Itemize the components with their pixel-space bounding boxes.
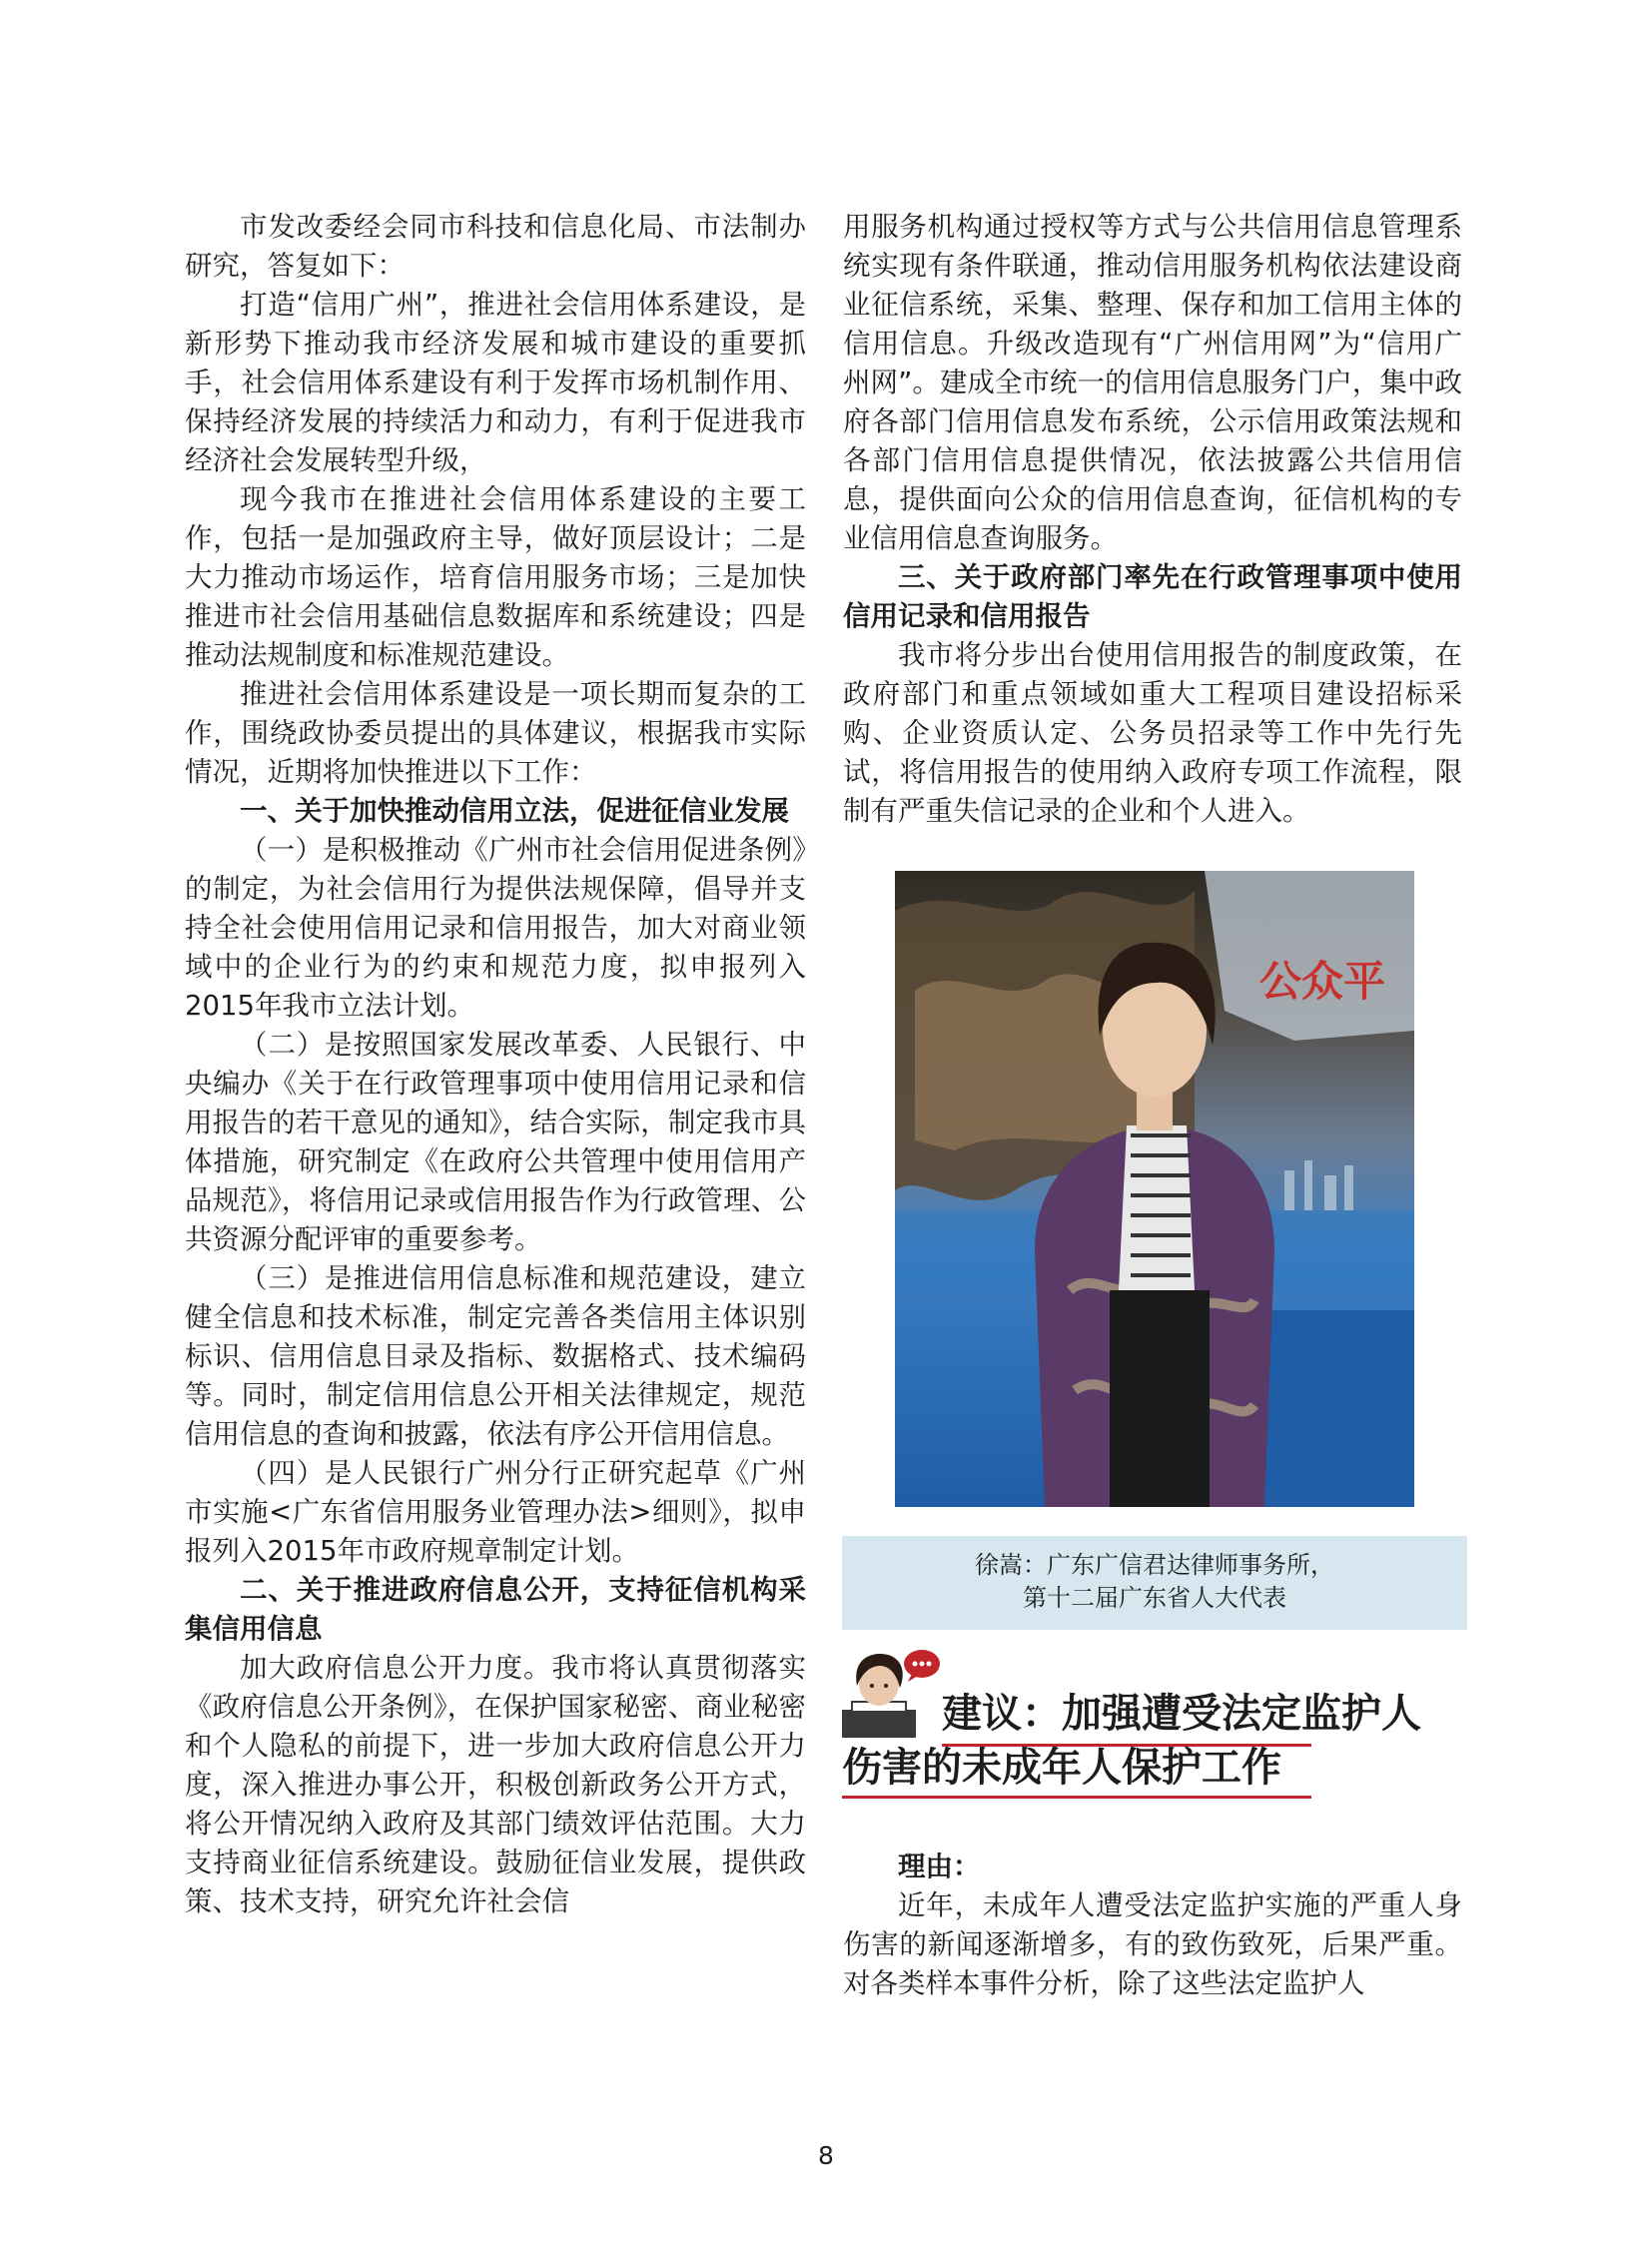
section-heading: 一、关于加快推动信用立法，促进征信业发展 <box>240 795 789 827</box>
paragraph: 市发改委经会同市科技和信息化局、市法制办研究，答复如下： <box>185 211 806 282</box>
paragraph: 用服务机构通过授权等方式与公共信用信息管理系统实现有条件联通，推动信用服务机构依法建设商业征信系统，采集、整理、保存和加工信用主体的信用信息。升级改造现有“广州信用网”为“信用广州网”。建成全市统一的信用信息服务门户，集中政府各部门信用信息发布系统，公示信用政策法规和各部门信用信息提供情况，依法披露公共信用信息，提供面向公众的信用信息查询，征信机构的专业信用信息查询服务。 <box>843 211 1462 554</box>
reason-section <box>843 1848 1462 2003</box>
sign-lettering: 公众平 <box>1259 957 1386 1006</box>
paragraph: 加大政府信息公开力度。我市将认真贯彻落实《政府信息公开条例》，在保护国家秘密、商业秘密和个人隐私的前提下，进一步加大政府信息公开力度，深入推进办事公开，积极创新政务公开方式，将公开情况纳入政府及其部门绩效评估范围。大力支持商业征信系统建设。鼓励征信业发展，提供政策、技术支持，研究允许社会信 <box>185 1652 806 1917</box>
section-heading: 三、关于政府部门率先在行政管理事项中使用信用记录和信用报告 <box>843 561 1462 632</box>
portrait-photo <box>895 871 1414 1507</box>
reason-paragraph: 近年，未成年人遭受法定监护实施的严重人身伤害的新闻逐渐增多，有的致伤致死，后果严重。对各类样本事件分析，除了这些法定监护人 <box>843 1889 1462 1999</box>
photo-caption <box>842 1536 1467 1630</box>
caption-line: 第十二届广东省人大代表 <box>1023 1584 1286 1612</box>
paragraph: 现今我市在推进社会信用体系建设的主要工作，包括一是加强政府主导，做好顶层设计；二是大力推动市场运作，培育信用服务市场；三是加快推进市社会信用基础信息数据库和系统建设；四是推动法规制度和标准规范建设。 <box>185 483 806 671</box>
reason-label: 理由： <box>898 1851 981 1882</box>
portrait-illustration <box>895 871 1414 1507</box>
speaker-icon <box>842 1648 942 1738</box>
page-number: 8 <box>818 2141 834 2170</box>
left-column <box>185 208 806 1921</box>
paragraph: （四）是人民银行广州分行正研究起草《广州市实施<广东省信用服务业管理办法>细则》，拟申报列入2015年市政府规章制定计划。 <box>185 1457 806 1567</box>
right-column <box>843 208 1462 831</box>
proposal-title-line2: 伤害的未成年人保护工作 <box>842 1745 1281 1791</box>
paragraph: 打造“信用广州”，推进社会信用体系建设，是新形势下推动我市经济发展和城市建设的重要抓手，社会信用体系建设有利于发挥市场机制作用、保持经济发展的持续活力和动力，有利于促进我市经济社会发展转型升级， <box>185 289 806 476</box>
proposal-header <box>842 1648 1467 1791</box>
paragraph: （二）是按照国家发展改革委、人民银行、中央编办《关于在行政管理事项中使用信用记录和信用报告的若干意见的通知》，结合实际，制定我市具体措施，研究制定《在政府公共管理中使用信用产品规范》，将信用记录或信用报告作为行政管理、公共资源分配评审的重要参考。 <box>185 1029 806 1255</box>
paragraph: 推进社会信用体系建设是一项长期而复杂的工作，围绕政协委员提出的具体建议，根据我市实际情况，近期将加快推进以下工作： <box>185 678 806 788</box>
caption-line: 徐嵩：广东广信君达律师事务所， <box>975 1551 1334 1579</box>
paragraph: （三）是推进信用信息标准和规范建设，建立健全信息和技术标准，制定完善各类信用主体识别标识、信用信息目录及指标、数据格式、技术编码等。同时，制定信用信息公开相关法律规定，规范信用信息的查询和披露，依法有序公开信用信息。 <box>185 1262 806 1450</box>
proposal-title-line1: 建议：加强遭受法定监护人 <box>942 1691 1421 1737</box>
section-heading: 二、关于推进政府信息公开，支持征信机构采集信用信息 <box>185 1574 806 1645</box>
paragraph: 我市将分步出台使用信用报告的制度政策，在政府部门和重点领域如重大工程项目建设招标采购、企业资质认定、公务员招录等工作中先行先试，将信用报告的使用纳入政府专项工作流程，限制有严重失信记录的企业和个人进入。 <box>843 639 1462 827</box>
paragraph: （一）是积极推动《广州市社会信用促进条例》的制定，为社会信用行为提供法规保障，倡导并支持全社会使用信用记录和信用报告，加大对商业领域中的企业行为的约束和规范力度，拟申报列入2015年我市立法计划。 <box>185 834 806 1022</box>
title-underline <box>842 1796 1311 1799</box>
